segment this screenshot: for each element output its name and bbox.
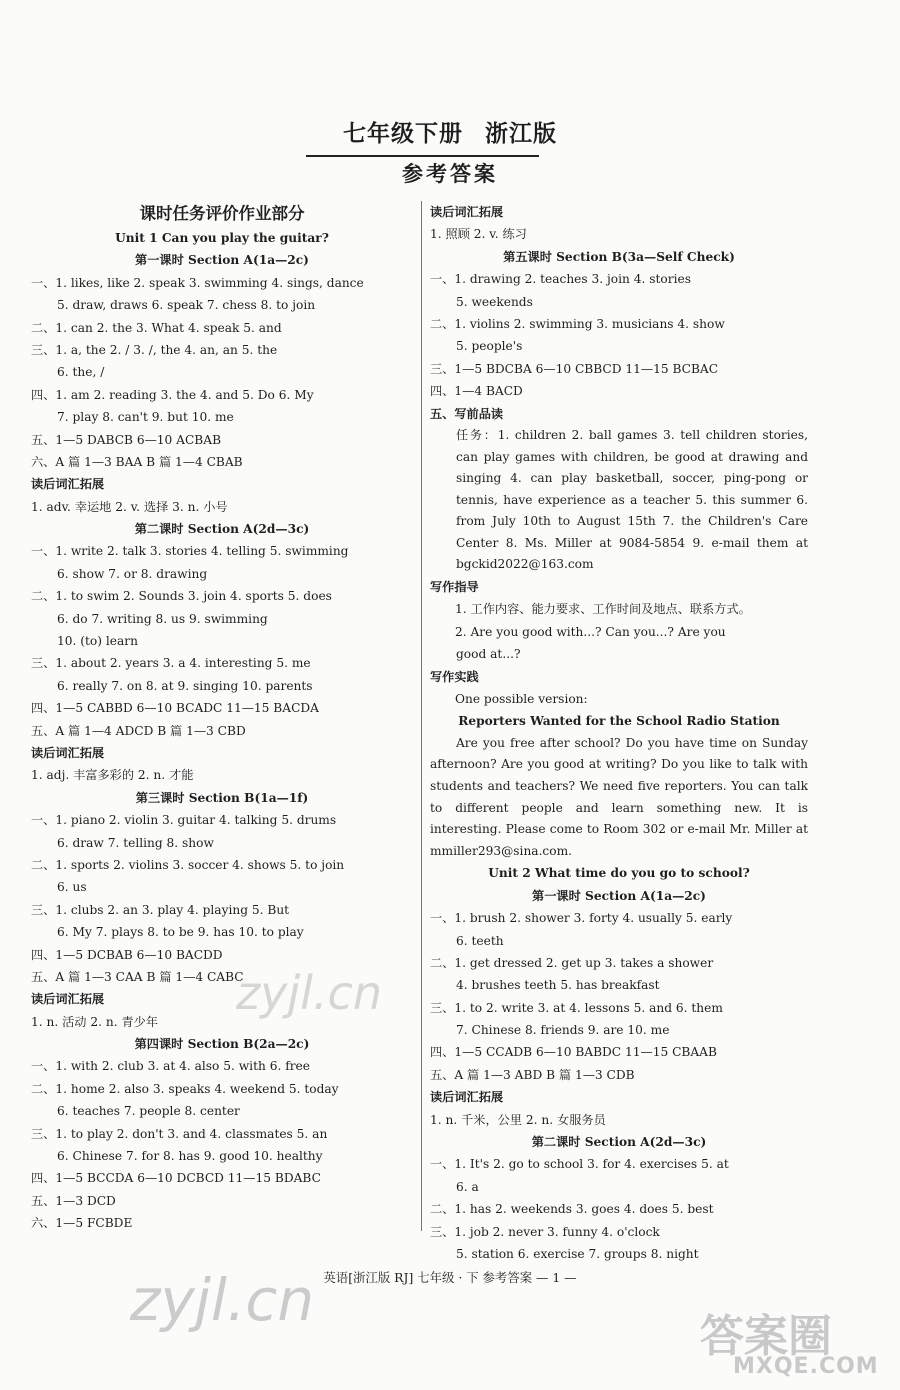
title-edition: 浙江版: [485, 120, 557, 147]
section-heading: 课时任务评价作业部分: [139, 204, 305, 223]
right-column: [430, 201, 808, 1265]
answer-line: 6. teaches 7. people 8. center: [57, 1104, 240, 1119]
answer-line: 5. draw, draws 6. speak 7. chess 8. to join: [57, 298, 316, 313]
answer-line: 三、1. clubs 2. an 3. play 4. playing 5. But: [31, 902, 290, 917]
answer-line: 7. Chinese 8. friends 9. are 10. me: [456, 1023, 670, 1038]
subheading: 五、写前品读: [430, 406, 504, 421]
subheading: 写作实践: [430, 669, 479, 684]
task-paragraph-text: 任务：1. children 2. ball games 3. tell children stories, can play games with children, be good at drawing and singing 4. can play basketball, soccer, ping-pong or tennis, have experience as a teacher 5. this summer 6. from July 10th to August 15th 7. the Children's Care Center 8. Ms. Miller at 9084-5854 9. e-mail them at bgckid2022@163.com: [456, 427, 808, 572]
watermark-bottom-right: 答案圈: [700, 1311, 832, 1362]
answer-line: 一、1. drawing 2. teaches 3. join 4. stories: [430, 272, 691, 287]
answer-line: 四、1. am 2. reading 3. the 4. and 5. Do 6. My: [31, 387, 314, 402]
section-heading: 第一课时 Section A(1a—2c): [532, 888, 706, 903]
answer-line: 三、1. to 2. write 3. at 4. lessons 5. and 6. them: [430, 1000, 723, 1015]
subheading: 读后词汇拓展: [31, 745, 105, 760]
answer-line: 五、1—3 DCD: [31, 1193, 116, 1208]
section-heading: Reporters Wanted for the School Radio Station: [458, 714, 780, 729]
section-heading: 第五课时 Section B(3a—Self Check): [503, 249, 735, 264]
answer-line: good at...?: [456, 647, 521, 662]
answer-line: 6. Chinese 7. for 8. has 9. good 10. healthy: [57, 1149, 323, 1164]
answer-line: 1. adv. 幸运地 2. v. 选择 3. n. 小号: [31, 499, 228, 514]
answer-line: 一、1. write 2. talk 3. stories 4. telling 5. swimming: [31, 544, 349, 559]
answer-line: 6. us: [57, 880, 87, 895]
answer-line: 二、1. get dressed 2. get up 3. takes a shower: [430, 955, 714, 970]
answer-line: 1. n. 活动 2. n. 青少年: [31, 1014, 159, 1029]
answer-line: 1. 工作内容、能力要求、工作时间及地点、联系方式。: [455, 602, 751, 617]
answer-line: 六、A 篇 1—3 BAA B 篇 1—4 CBAB: [31, 454, 243, 469]
section-heading: Unit 2 What time do you go to school?: [488, 866, 750, 881]
answer-line: 一、1. with 2. club 3. at 4. also 5. with 6. free: [31, 1059, 310, 1074]
answer-line: 10. (to) learn: [57, 634, 138, 649]
answer-line: 6. show 7. or 8. drawing: [57, 566, 208, 581]
page-footer: 英语[浙江版 RJ] 七年级 · 下 参考答案 — 1 —: [323, 1270, 577, 1285]
answer-line: 四、1—5 DCBAB 6—10 BACDD: [31, 947, 223, 962]
answer-line: 四、1—5 CCADB 6—10 BABDC 11—15 CBAAB: [430, 1045, 717, 1060]
watermark-mid: zyjl.cn: [236, 966, 382, 1020]
right-column-block-1: [430, 201, 808, 425]
page-header: [0, 118, 900, 150]
answer-line: 六、1—5 FCBDE: [31, 1216, 133, 1231]
answer-line: 二、1. has 2. weekends 3. goes 4. does 5. best: [430, 1202, 714, 1217]
answer-line: 二、1. violins 2. swimming 3. musicians 4. show: [430, 316, 725, 331]
answer-line: 6. do 7. writing 8. us 9. swimming: [57, 611, 268, 626]
answer-line: 6. the, /: [57, 365, 105, 380]
essay-paragraph: [430, 733, 808, 863]
answer-line: 2. Are you good with...? Can you...? Are you: [455, 624, 726, 639]
answer-line: 5. station 6. exercise 7. groups 8. night: [456, 1247, 699, 1261]
answer-line: 一、1. likes, like 2. speak 3. swimming 4. sings, dance: [31, 275, 364, 290]
answer-line: 6. really 7. on 8. at 9. singing 10. parents: [57, 678, 313, 693]
answer-line: 6. teeth: [456, 933, 504, 948]
answer-line: 一、1. It's 2. go to school 3. for 4. exercises 5. at: [430, 1157, 729, 1172]
watermark-bottom-right-url: MXQE.COM: [733, 1354, 879, 1379]
watermark-bottom-left: zyjl.cn: [130, 1266, 315, 1334]
right-column-block-3: [430, 862, 808, 1265]
answer-line: 6. draw 7. telling 8. show: [57, 835, 214, 850]
answer-line: 1. adj. 丰富多彩的 2. n. 才能: [31, 768, 194, 783]
answer-line: 四、1—4 BACD: [430, 384, 523, 399]
subheading: 读后词汇拓展: [430, 205, 504, 219]
answer-line: One possible version:: [455, 692, 588, 707]
main-title: [0, 118, 900, 150]
answer-line: 6. My 7. plays 8. to be 9. has 10. to play: [57, 925, 304, 940]
answer-line: 五、1—5 DABCB 6—10 ACBAB: [31, 432, 222, 447]
subheading: 写作指导: [430, 580, 479, 595]
subheading: 读后词汇拓展: [31, 992, 105, 1007]
answer-line: 二、1. sports 2. violins 3. soccer 4. shows 5. to join: [31, 857, 345, 872]
answer-line: 四、1—5 CABBD 6—10 BCADC 11—15 BACDA: [31, 701, 319, 716]
subheading: 读后词汇拓展: [31, 477, 105, 492]
subheading: 读后词汇拓展: [430, 1090, 504, 1105]
answer-line: 4. brushes teeth 5. has breakfast: [456, 978, 660, 993]
task-paragraph: [430, 425, 808, 576]
answer-line: 二、1. to swim 2. Sounds 3. join 4. sports 5. does: [31, 589, 332, 604]
answer-line: 三、1. a, the 2. / 3. /, the 4. an, an 5. the: [31, 342, 278, 357]
answer-line: 三、1. to play 2. don't 3. and 4. classmates 5. an: [31, 1126, 328, 1141]
answer-line: 7. play 8. can't 9. but 10. me: [57, 410, 234, 425]
answer-line: 三、1. about 2. years 3. a 4. interesting 5. me: [31, 656, 311, 671]
section-heading: Unit 1 Can you play the guitar?: [115, 231, 329, 245]
right-column-block-2: [430, 576, 808, 733]
answer-line: 二、1. home 2. also 3. speaks 4. weekend 5. today: [31, 1081, 339, 1096]
answer-line: 一、1. brush 2. shower 3. forty 4. usually 5. early: [430, 911, 733, 926]
section-heading: 第二课时 Section A(2d—3c): [134, 522, 310, 537]
answer-line: 1. n. 千米，公里 2. n. 女服务员: [430, 1112, 606, 1127]
left-column: [31, 201, 413, 1235]
answer-line: 三、1. job 2. never 3. funny 4. o'clock: [430, 1224, 660, 1239]
column-divider: [421, 201, 422, 1231]
answer-line: 四、1—5 BCCDA 6—10 DCBCD 11—15 BDABC: [31, 1171, 321, 1186]
section-heading: 第一课时 Section A(1a—2c): [135, 253, 309, 268]
title-rule: [306, 155, 539, 157]
answer-line: 五、A 篇 1—3 ABD B 篇 1—3 CDB: [430, 1067, 635, 1082]
section-heading: 第三课时 Section B(1a—1f): [135, 790, 309, 805]
answer-line: 五、A 篇 1—3 CAA B 篇 1—4 CABC: [31, 969, 244, 984]
answer-line: 5. people's: [456, 339, 523, 354]
answer-line: 5. weekends: [456, 294, 533, 309]
section-heading: 第四课时 Section B(2a—2c): [134, 1037, 310, 1052]
answer-line: 一、1. piano 2. violin 3. guitar 4. talking 5. drums: [31, 813, 337, 828]
section-heading: 第二课时 Section A(2d—3c): [531, 1135, 707, 1150]
page-subtitle: 参考答案: [402, 161, 498, 186]
answer-line: 1. 照顾 2. v. 练习: [430, 227, 527, 242]
title-grade: 七年级下册: [343, 120, 463, 147]
essay-paragraph-text: Are you free after school? Do you have time on Sunday afternoon? Are you good at writing? Do you like to talk with students and teachers? We need five reporters. You can talk to different people and learn something new. It is interesting. Please come to Room 302 or e-mail Mr. Miller at mmiller293@sina.com.: [430, 735, 808, 858]
answer-line: 三、1—5 BDCBA 6—10 CBBCD 11—15 BCBAC: [430, 361, 719, 376]
answer-line: 五、A 篇 1—4 ADCD B 篇 1—3 CBD: [31, 723, 246, 738]
answer-line: 二、1. can 2. the 3. What 4. speak 5. and: [31, 320, 282, 335]
answer-line: 6. a: [456, 1179, 479, 1194]
